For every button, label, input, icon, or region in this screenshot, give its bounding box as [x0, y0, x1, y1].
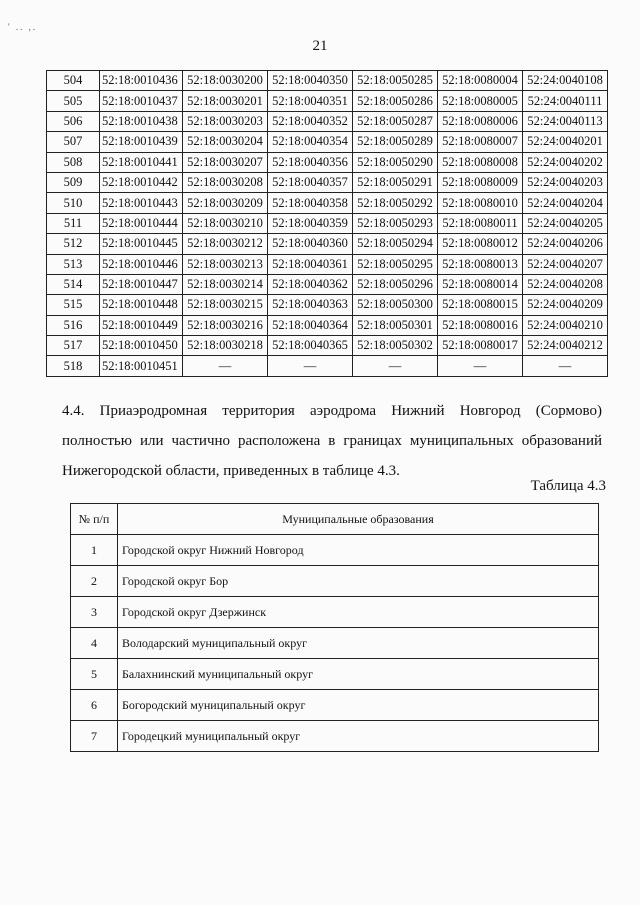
row-number-cell: 505 [47, 91, 100, 111]
cadastral-number-cell: 52:24:0040205 [523, 213, 608, 233]
cadastral-number-cell: 52:18:0030200 [183, 71, 268, 91]
cadastral-number-cell: 52:18:0010443 [100, 193, 183, 213]
cadastral-number-cell: 52:18:0040351 [268, 91, 353, 111]
cadastral-number-cell: 52:18:0010450 [100, 336, 183, 356]
cadastral-number-cell: 52:18:0040364 [268, 315, 353, 335]
cadastral-number-cell: 52:18:0030215 [183, 295, 268, 315]
cadastral-number-cell: — [353, 356, 438, 376]
row-number-cell: 4 [71, 628, 118, 659]
row-number-cell: 3 [71, 597, 118, 628]
table-row [71, 597, 599, 628]
cadastral-number-cell: 52:18:0050296 [353, 274, 438, 294]
cadastral-number-cell: 52:24:0040208 [523, 274, 608, 294]
row-number-cell: 2 [71, 566, 118, 597]
row-number-cell: 6 [71, 690, 118, 721]
cadastral-number-cell: 52:18:0040361 [268, 254, 353, 274]
cadastral-number-cell: 52:18:0080015 [438, 295, 523, 315]
row-number-cell: 7 [71, 721, 118, 752]
table-row [71, 628, 599, 659]
row-number-cell: 511 [47, 213, 100, 233]
table-row [47, 295, 608, 315]
cadastral-number-cell: 52:18:0080014 [438, 274, 523, 294]
municipality-name-cell: Городецкий муниципальный округ [118, 721, 599, 752]
row-number-cell: 508 [47, 152, 100, 172]
page-number: 21 [312, 38, 328, 54]
municipality-name-cell: Городской округ Нижний Новгород [118, 535, 599, 566]
cadastral-number-cell: 52:18:0080013 [438, 254, 523, 274]
row-number-cell: 518 [47, 356, 100, 376]
cadastral-number-cell: 52:18:0050287 [353, 111, 438, 131]
cadastral-number-cell: 52:18:0010439 [100, 132, 183, 152]
cadastral-number-cell: 52:24:0040202 [523, 152, 608, 172]
table-row [47, 315, 608, 335]
cadastral-number-cell: 52:18:0050290 [353, 152, 438, 172]
cadastral-number-cell: 52:18:0010447 [100, 274, 183, 294]
cadastral-number-cell: 52:24:0040212 [523, 336, 608, 356]
cadastral-number-cell: 52:24:0040201 [523, 132, 608, 152]
cadastral-number-cell: 52:18:0040352 [268, 111, 353, 131]
table-row [47, 91, 608, 111]
cadastral-number-cell: 52:18:0010451 [100, 356, 183, 376]
cadastral-number-cell: 52:18:0040363 [268, 295, 353, 315]
cadastral-number-cell: 52:24:0040108 [523, 71, 608, 91]
cadastral-number-cell: 52:18:0040356 [268, 152, 353, 172]
table-row [47, 111, 608, 131]
cadastral-number-cell: 52:18:0040354 [268, 132, 353, 152]
table-row [47, 152, 608, 172]
cadastral-number-cell: 52:18:0010446 [100, 254, 183, 274]
municipality-name-cell: Городской округ Дзержинск [118, 597, 599, 628]
row-number-cell: 504 [47, 71, 100, 91]
cadastral-number-cell: 52:18:0030218 [183, 336, 268, 356]
municipality-name-cell: Городской округ Бор [118, 566, 599, 597]
table-row [47, 336, 608, 356]
cadastral-number-cell: 52:24:0040210 [523, 315, 608, 335]
cadastral-number-cell: 52:18:0040359 [268, 213, 353, 233]
section-paragraph [62, 396, 602, 486]
cadastral-number-cell: — [523, 356, 608, 376]
paragraph-line: 4.4. Приаэродромная территория аэродрома Нижний Новгород (Сормово) [62, 403, 602, 419]
cadastral-number-cell: 52:18:0030209 [183, 193, 268, 213]
cadastral-number-cell: 52:18:0030213 [183, 254, 268, 274]
cadastral-number-cell: 52:18:0030203 [183, 111, 268, 131]
row-number-cell: 1 [71, 535, 118, 566]
cadastral-number-cell: 52:24:0040206 [523, 234, 608, 254]
cadastral-number-cell: 52:18:0080012 [438, 234, 523, 254]
cadastral-number-cell: 52:18:0040350 [268, 71, 353, 91]
row-number-cell: 516 [47, 315, 100, 335]
cadastral-number-cell: 52:18:0030212 [183, 234, 268, 254]
cadastral-number-cell: 52:18:0040365 [268, 336, 353, 356]
row-number-cell: 514 [47, 274, 100, 294]
cadastral-number-cell: 52:18:0080011 [438, 213, 523, 233]
cadastral-number-cell: 52:18:0030207 [183, 152, 268, 172]
cadastral-number-cell: 52:18:0050293 [353, 213, 438, 233]
scan-corner-mark: ' .. ,. [8, 22, 38, 32]
cadastral-number-cell: 52:24:0040111 [523, 91, 608, 111]
paragraph-line: Нижегородской области, приведенных в таблице 4.3. [62, 463, 400, 479]
cadastral-number-cell: — [183, 356, 268, 376]
table-row [47, 254, 608, 274]
cadastral-number-cell: 52:18:0050294 [353, 234, 438, 254]
row-number-cell: 5 [71, 659, 118, 690]
municipality-name-cell: Балахнинский муниципальный округ [118, 659, 599, 690]
table-row [47, 356, 608, 376]
cadastral-number-cell: 52:18:0080005 [438, 91, 523, 111]
cadastral-number-cell: 52:18:0030208 [183, 172, 268, 192]
header-municipalities: Муниципальные образования [118, 504, 599, 535]
cadastral-number-cell: 52:18:0010436 [100, 71, 183, 91]
cadastral-number-cell: 52:18:0010442 [100, 172, 183, 192]
municipality-name-cell: Володарский муниципальный округ [118, 628, 599, 659]
row-number-cell: 517 [47, 336, 100, 356]
table-row [47, 193, 608, 213]
cadastral-number-cell: 52:18:0080016 [438, 315, 523, 335]
cadastral-number-cell: 52:18:0010449 [100, 315, 183, 335]
table-row [71, 690, 599, 721]
table-row [71, 721, 599, 752]
cadastral-number-cell: 52:18:0010437 [100, 91, 183, 111]
table-row [47, 213, 608, 233]
table-header-row [71, 504, 599, 535]
paragraph-line: полностью или частично расположена в границах муниципальных образований [62, 433, 602, 449]
cadastral-number-cell: 52:18:0030216 [183, 315, 268, 335]
cadastral-number-cell: 52:18:0050292 [353, 193, 438, 213]
cadastral-number-cell: 52:18:0080004 [438, 71, 523, 91]
cadastral-number-cell: 52:18:0030210 [183, 213, 268, 233]
cadastral-number-cell: 52:18:0080009 [438, 172, 523, 192]
cadastral-number-cell: 52:18:0050289 [353, 132, 438, 152]
cadastral-number-cell: 52:18:0010441 [100, 152, 183, 172]
table-row [47, 71, 608, 91]
cadastral-number-cell: 52:18:0050286 [353, 91, 438, 111]
cadastral-number-cell: 52:24:0040207 [523, 254, 608, 274]
cadastral-number-cell: 52:18:0080008 [438, 152, 523, 172]
cadastral-number-cell: 52:18:0050300 [353, 295, 438, 315]
table-row [47, 234, 608, 254]
row-number-cell: 507 [47, 132, 100, 152]
municipalities-table [70, 503, 599, 752]
row-number-cell: 510 [47, 193, 100, 213]
cadastral-table [46, 70, 608, 377]
cadastral-number-cell: 52:18:0050301 [353, 315, 438, 335]
cadastral-number-cell: 52:18:0080017 [438, 336, 523, 356]
table-row [47, 132, 608, 152]
header-number: № п/п [71, 504, 118, 535]
cadastral-number-cell: 52:18:0050302 [353, 336, 438, 356]
row-number-cell: 509 [47, 172, 100, 192]
cadastral-number-cell: — [438, 356, 523, 376]
row-number-cell: 513 [47, 254, 100, 274]
cadastral-number-cell: 52:18:0040358 [268, 193, 353, 213]
cadastral-number-cell: 52:18:0010438 [100, 111, 183, 131]
cadastral-number-cell: 52:18:0050295 [353, 254, 438, 274]
cadastral-number-cell: 52:18:0080006 [438, 111, 523, 131]
cadastral-number-cell: 52:18:0080007 [438, 132, 523, 152]
table-row [71, 566, 599, 597]
cadastral-number-cell: 52:18:0010448 [100, 295, 183, 315]
table-row [47, 172, 608, 192]
table-caption: Таблица 4.3 [530, 478, 606, 494]
cadastral-number-cell: 52:24:0040113 [523, 111, 608, 131]
row-number-cell: 506 [47, 111, 100, 131]
municipality-name-cell: Богородский муниципальный округ [118, 690, 599, 721]
cadastral-number-cell: 52:18:0010444 [100, 213, 183, 233]
cadastral-number-cell: 52:18:0040360 [268, 234, 353, 254]
row-number-cell: 515 [47, 295, 100, 315]
row-number-cell: 512 [47, 234, 100, 254]
cadastral-number-cell: 52:18:0040362 [268, 274, 353, 294]
cadastral-number-cell: — [268, 356, 353, 376]
table-row [71, 659, 599, 690]
cadastral-number-cell: 52:24:0040203 [523, 172, 608, 192]
cadastral-number-cell: 52:18:0040357 [268, 172, 353, 192]
cadastral-number-cell: 52:18:0030204 [183, 132, 268, 152]
table-row [71, 535, 599, 566]
cadastral-number-cell: 52:18:0050291 [353, 172, 438, 192]
cadastral-number-cell: 52:18:0080010 [438, 193, 523, 213]
cadastral-number-cell: 52:24:0040204 [523, 193, 608, 213]
cadastral-number-cell: 52:24:0040209 [523, 295, 608, 315]
cadastral-number-cell: 52:18:0030214 [183, 274, 268, 294]
cadastral-number-cell: 52:18:0030201 [183, 91, 268, 111]
cadastral-number-cell: 52:18:0010445 [100, 234, 183, 254]
cadastral-number-cell: 52:18:0050285 [353, 71, 438, 91]
table-row [47, 274, 608, 294]
